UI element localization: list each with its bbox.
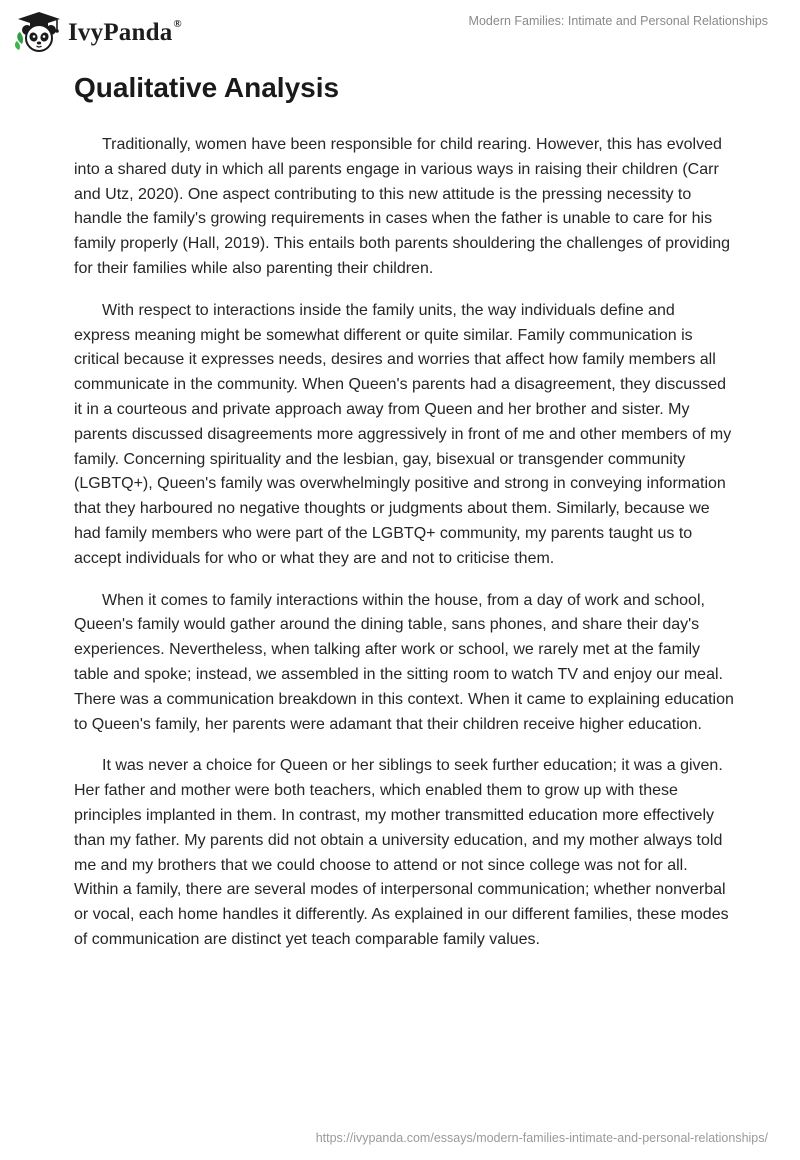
section-heading: Qualitative Analysis [74, 72, 340, 103]
brand-name: IvyPanda® [68, 17, 182, 46]
registered-mark: ® [173, 17, 182, 30]
panda-graduate-icon [14, 10, 64, 54]
paragraph-1: Traditionally, women have been responsible for child rearing. However, this has evolved into a shared duty in which all parents engage in various ways in raising their children (Carr and Utz, 2020). One aspect contributing to this new attitude is the pressing necessity to handle the family's growing requirements in cases when the father is unable to care for his family properly (Hall, 2019). This entails both parents shouldering the challenges of providing for their families while also parenting their children. [74, 136, 731, 277]
document-title: Modern Families: Intimate and Personal Relationships [468, 14, 768, 28]
paragraph-3: When it comes to family interactions within the house, from a day of work and school, Queen's family would gather around the dining table, sans phones, and share their day's experiences. Nevertheless, when talking after work or school, we rarely met at the family table and spoke; instead, we assembled in the sitting room to watch TV and enjoy our meal. There was a communication breakdown in this context. When it came to explaining education to Queen's family, her parents were adamant that their children receive higher education. [74, 591, 734, 733]
paragraph-2: With respect to interactions inside the family units, the way individuals define and express meaning might be somewhat different or quite similar. Family communication is critical because it expresses needs, desires and worries that affect how family members all communicate in the community. When Queen's parents had a disagreement, they discussed it in a courteous and private approach away from Queen and her brother and sister. My parents discussed disagreements more aggressively in front of me and other members of my family. Concerning spirituality and the lesbian, gay, bisexual or transgender community (LGBTQ+), Queen's family was overwhelmingly positive and strong in conveying information that they harboured no negative thoughts or judgments about them. Similarly, because we had family members who were part of the LGBTQ+ community, my parents taught us to accept individuals for who or what they are and not to criticise them. [74, 301, 732, 567]
paragraph-4: It was never a choice for Queen or her siblings to seek further education; it was a given. Her father and mother were both teachers, which enabled them to grow up with these principles implanted in them. In contrast, my mother transmitted education more effectively than my father. My parents did not obtain a university education, and my mother always told me and my brothers that we could choose to attend or not since college was not for all. Within a family, there are several modes of interpersonal communication; whether nonverbal or vocal, each home handles it differently. As explained in our different families, these modes of communication are distinct yet teach comparable family values. [74, 757, 729, 948]
page-header [0, 0, 800, 60]
essay-body [74, 133, 734, 970]
ivypanda-logo[interactable] [14, 10, 182, 54]
source-url: https://ivypanda.com/essays/modern-families-intimate-and-personal-relationships/ [315, 1131, 768, 1145]
